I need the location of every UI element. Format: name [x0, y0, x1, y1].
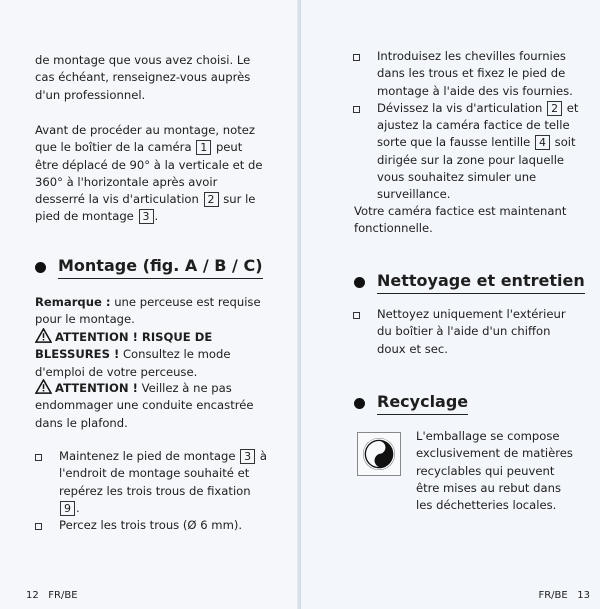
part-number-3: 3: [240, 449, 255, 464]
intro-text-a: Avant de procéder au montage, notez que le boîtier de la caméra: [35, 123, 255, 155]
step1-text-b: à l'endroit de montage souhaité et repérez les trois trous de fixation: [59, 449, 267, 498]
attention-paragraph-2: [35, 379, 265, 432]
heading-montage-text: Montage (fig. A / B / C): [58, 256, 263, 279]
heading-bullet: [354, 277, 365, 288]
list-item: [353, 306, 579, 358]
language-code: FR/BE: [48, 590, 78, 601]
checkbox-square-icon: [353, 312, 360, 319]
list-item: [35, 448, 267, 517]
intro-text-c: sur le pied de montage: [35, 192, 256, 224]
part-number-4: 4: [535, 135, 550, 150]
warning-triangle-icon: [35, 379, 52, 394]
attention-paragraph-1: [35, 328, 267, 381]
heading-cleaning: [354, 271, 585, 294]
language-code: FR/BE: [538, 590, 568, 601]
right-page: [301, 0, 600, 609]
heading-recycling-text: Recyclage: [377, 392, 468, 415]
heading-cleaning-text: Nettoyage et entretien: [377, 271, 585, 294]
warning-triangle-icon: [35, 328, 52, 343]
right-footer: [538, 590, 590, 601]
heading-recycling: [354, 392, 468, 415]
step1-text-a: Maintenez le pied de montage: [59, 449, 236, 463]
attention-label-2: ATTENTION !: [55, 381, 138, 396]
list-item: [353, 48, 579, 100]
remark-text: une perceuse est requise pour le montage.: [35, 295, 261, 327]
part-number-3: 3: [139, 209, 154, 224]
attention-label-1: ATTENTION ! RISQUE DE BLESSURES !: [35, 330, 213, 362]
step4-text-a: Dévissez la vis d'articulation: [377, 100, 543, 115]
remark-paragraph: [35, 294, 265, 329]
intro-paragraph-2: [35, 122, 267, 226]
left-footer: [26, 590, 78, 601]
attention-text-1: Consultez le mode d'emploi de votre perceuse.: [35, 347, 231, 379]
functional-paragraph: Votre caméra factice est maintenant fonctionnelle.: [354, 204, 567, 236]
step2-text: Percez les trois trous (Ø 6 mm).: [59, 518, 243, 533]
intro-paragraph-1: de montage que vous avez choisi. Le cas échéant, renseignez-vous auprès d'un professionnel.: [35, 53, 251, 102]
list-item: [353, 100, 579, 204]
part-number-2: 2: [547, 101, 562, 116]
checkbox-square-icon: [35, 454, 42, 461]
step4-text-b: et ajustez la caméra factice de telle sorte que la fausse lentille: [377, 100, 579, 150]
heading-montage: [35, 256, 263, 279]
recycling-paragraph: L'emballage se compose exclusivement de matières recyclables qui peuvent être mises au rebut dans les déchetteries locales.: [416, 429, 573, 513]
page-number: 13: [577, 590, 590, 601]
step3-text: Introduisez les chevilles fournies dans les trous et fixez le pied de montage à l'aide des vis fournies.: [377, 49, 573, 98]
green-dot-symbol: [361, 436, 397, 472]
attention-text-2: Veillez à ne pas endommager une conduite encastrée dans le plafond.: [35, 381, 254, 430]
remark-label: Remarque :: [35, 295, 111, 309]
checkbox-square-icon: [35, 523, 42, 530]
step-list-left: [35, 448, 267, 534]
heading-bullet: [35, 262, 46, 273]
list-item: [35, 517, 267, 534]
step-list-right: [353, 48, 579, 204]
part-number-1: 1: [196, 140, 211, 155]
intro-text-b: peut être déplacé de 90° à la verticale et de 360° à l'horizontale après avoir desserré la vis d'articulation: [35, 140, 263, 207]
recycling-green-dot-icon: [357, 432, 401, 476]
heading-bullet: [354, 398, 365, 409]
step4-text-c: soit dirigée sur la zone pour laquelle vous souhaitez simuler une surveillance.: [377, 135, 576, 202]
intro-text-d: .: [154, 209, 159, 224]
page-number: 12: [26, 590, 39, 601]
part-number-9: 9: [60, 501, 75, 516]
part-number-2: 2: [204, 192, 219, 207]
checkbox-square-icon: [353, 106, 360, 113]
cleaning-text: Nettoyez uniquement l'extérieur du boîtier à l'aide d'un chiffon doux et sec.: [377, 307, 566, 356]
cleaning-list: [353, 306, 579, 358]
checkbox-square-icon: [353, 54, 360, 61]
step1-text-c: .: [76, 500, 80, 515]
